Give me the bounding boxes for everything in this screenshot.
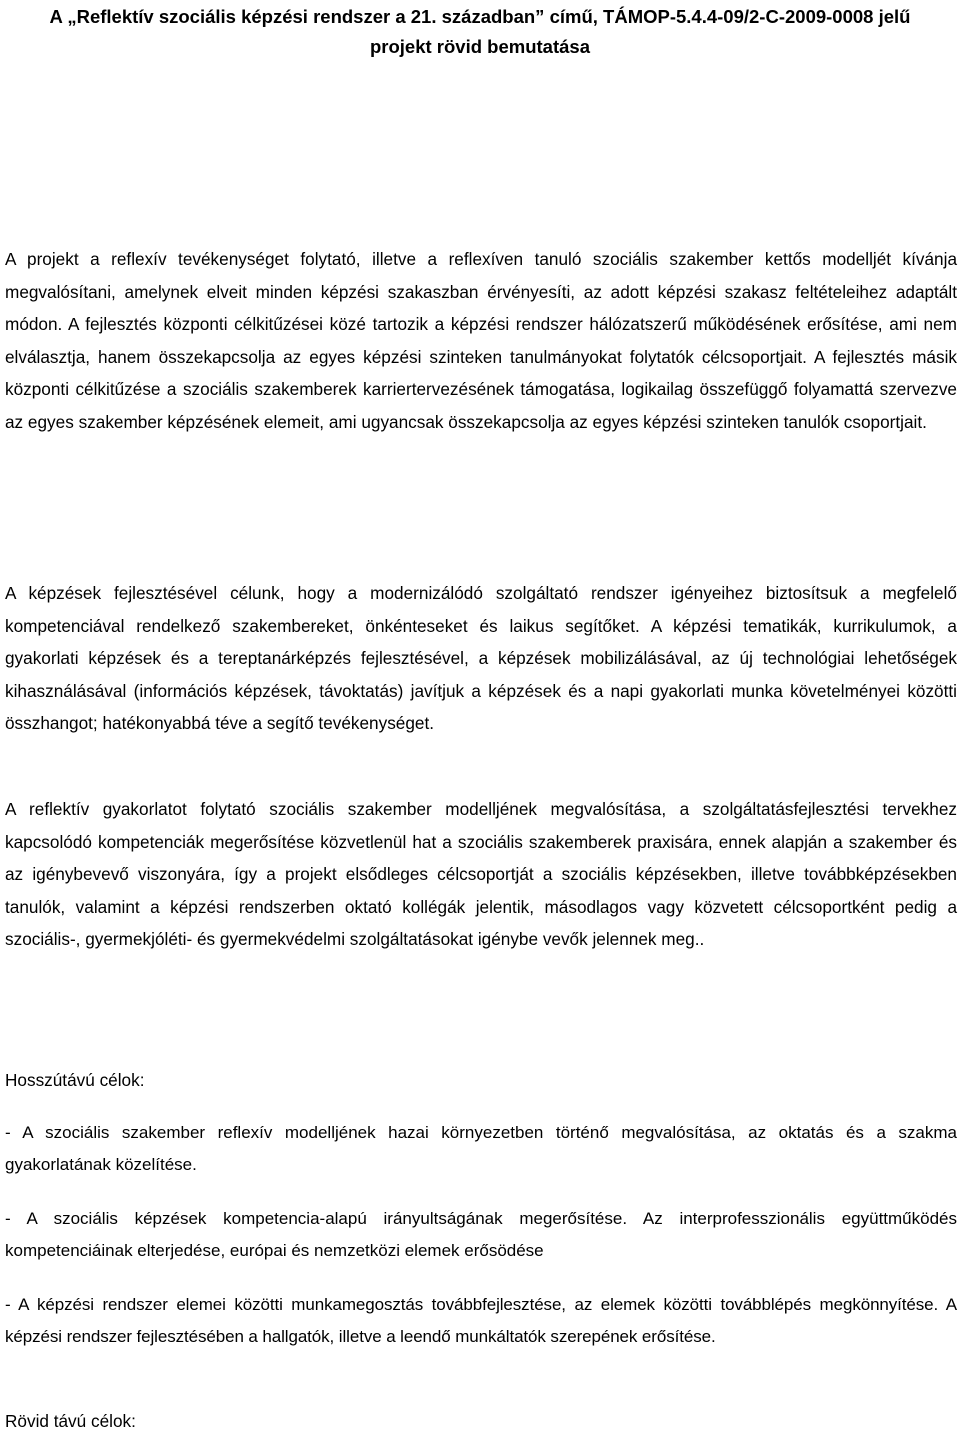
document-title-line-2: projekt rövid bemutatása xyxy=(369,36,590,57)
paragraph-target-groups: A reflektív gyakorlatot folytató szociális szakember modelljének megvalósítása, a szolgáltatásfejlesztési tervekhez kapcsolódó kompetenciák megerősítése közvetlenül hat a szociális szakemberek praxisára, ennek alapján a szakember és az igénybevevő viszonyára, így a projekt elsődleges célcsoportját a szociális képzésekben, illetve továbbképzésekben tanulók, valamint a képzési rendszerben oktató kollégák jelentik, másodlagos vagy közvetett célcsoportként pedig a szociális-, gyermekjóléti- és gyermekvédelmi szolgáltatásokat igénybe vevők jelennek meg.. xyxy=(5,799,957,950)
long-term-goal-item-2: - A szociális képzések kompetencia-alapú irányultságának megerősítése. Az interprofesszionális együttműködés kompetenciáinak elterjedése, európai és nemzetközi elemek erősödése xyxy=(5,1209,957,1261)
document-title xyxy=(0,2,960,62)
paragraph-project-intro: A projekt a reflexív tevékenységet folytató, illetve a reflexíven tanuló szociális szakember kettős modelljét kívánja megvalósítani, amelynek elveit minden képzési szakaszban érvényesíti, az adott képzési szakasz feltételeihez adaptált módon. A fejlesztés központi célkitűzései közé tartozik a képzési rendszer hálózatszerű működésének erősítése, ami nem elválasztja, hanem összekapcsolja az egyes képzési szinteken tanulmányokat folytatók célcsoportjait. A fejlesztés másik központi célkitűzése a szociális szakemberek karriertervezésének támogatása, logikailag összefüggő folyamattá szervezve az egyes szakember képzésének elemeit, ami ugyancsak összekapcsolja az egyes képzési szinteken tanulók csoportjait. xyxy=(5,249,957,432)
paragraph-training-goals: A képzések fejlesztésével célunk, hogy a modernizálódó szolgáltató rendszer igényeihez biztosítsuk a megfelelő kompetenciával rendelkező szakembereket, önkénteseket és laikus segítőket. A képzési tematikák, kurrikulumok, a gyakorlati képzések és a tereptanárképzés fejlesztésével, a képzések mobilizálásával, az új technológiai lehetőségek kihasználásával (információs képzések, távoktatás) javítjuk a képzések és a napi gyakorlati munka követelményei közötti összhangot; hatékonyabbá téve a segítő tevékenységet. xyxy=(5,583,957,734)
document-title-line-1: A „Reflektív szociális képzési rendszer a 21. században” című, TÁMOP-5.4.4-09/2-C-2009-0008 jelű xyxy=(49,6,911,27)
long-term-goal-item-1: - A szociális szakember reflexív modelljének hazai környezetben történő megvalósítása, az oktatás és a szakma gyakorlatának közelítése. xyxy=(5,1123,957,1175)
short-term-goals-heading: Rövid távú célok: xyxy=(5,1411,136,1431)
long-term-goal-item-3: - A képzési rendszer elemei közötti munkamegosztás továbbfejlesztése, az elemek közötti továbblépés megkönnyítése. A képzési rendszer fejlesztésében a hallgatók, illetve a leendő munkáltatók szerepének erősítése. xyxy=(5,1295,957,1347)
long-term-goals-heading: Hosszútávú célok: xyxy=(5,1070,145,1090)
